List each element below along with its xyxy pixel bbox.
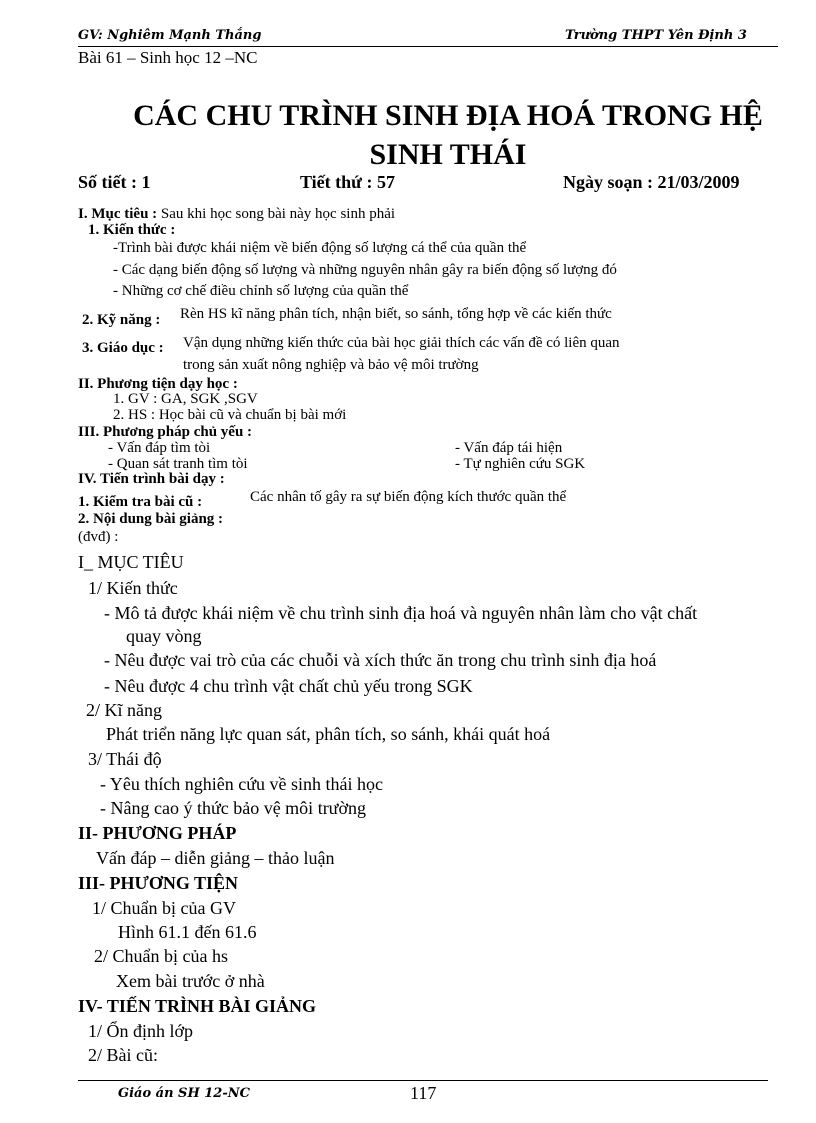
kien-thuc-item: - Những cơ chế điều chỉnh số lượng của quần thể [113, 283, 409, 299]
tien-trinh-label: IV. Tiến trình bài dạy : [78, 471, 225, 487]
phuong-tien-hs: 2. HS : Học bài cũ và chuẩn bị bài mới [113, 407, 347, 423]
section-3-title: III- PHƯƠNG TIỆN [78, 873, 239, 893]
phuong-tien-label: II. Phương tiện dạy học : [78, 376, 238, 392]
phuong-phap-item: - Vấn đáp tìm tòi [108, 440, 211, 456]
muc-tieu-label: I. Mục tiêu : [78, 206, 158, 222]
phuong-phap-item: - Tự nghiên cứu SGK [455, 456, 586, 472]
kien-thuc-label: 1. Kiến thức : [88, 222, 176, 238]
dvd: (đvđ) : [78, 529, 119, 545]
header-school: Trường THPT Yên Định 3 [565, 28, 747, 43]
section-1-text: - Yêu thích nghiên cứu về sinh thái học [100, 774, 384, 794]
section-4-subtitle: 2/ Bài cũ: [88, 1045, 158, 1065]
ngay-soan: Ngày soạn : 21/03/2009 [563, 172, 740, 192]
kien-thuc-item: - Các dạng biến động số lượng và những nguyên nhân gây ra biến động số lượng đó [113, 262, 617, 278]
page-title-line-2: SINH THÁI [369, 138, 527, 171]
lesson-reference: Bài 61 – Sinh học 12 –NC [78, 48, 258, 67]
section-4-title: IV- TIẾN TRÌNH BÀI GIẢNG [78, 996, 317, 1016]
footer-label: Giáo án SH 12-NC [118, 1086, 250, 1101]
section-1-subtitle: 3/ Thái độ [88, 749, 162, 769]
header-teacher: GV: Nghiêm Mạnh Thắng [78, 28, 262, 43]
section-1-item: - Mô tả được khái niệm về chu trình sinh địa hoá và nguyên nhân làm cho vật chất [104, 603, 698, 623]
header-rule [78, 46, 778, 47]
giao-duc-line-2: trong sản xuất nông nghiệp và bảo vệ môi trường [183, 357, 479, 373]
page-title-line-1: CÁC CHU TRÌNH SINH ĐỊA HOÁ TRONG HỆ [133, 99, 763, 132]
section-1-item: - Nêu được 4 chu trình vật chất chủ yếu trong SGK [104, 676, 473, 696]
phuong-phap-item: - Quan sát tranh tìm tòi [108, 456, 248, 472]
section-2-text: Vấn đáp – diễn giảng – thảo luận [96, 848, 335, 868]
giao-duc-line-1: Vận dụng những kiến thức của bài học giải thích các vấn đề có liên quan [183, 335, 620, 351]
ky-nang-text: Rèn HS kĩ năng phân tích, nhận biết, so sánh, tổng hợp về các kiến thức [180, 306, 612, 322]
section-3-text: Xem bài trước ở nhà [116, 971, 265, 991]
tiet-thu: Tiết thứ : 57 [300, 172, 395, 192]
noi-dung-label: 2. Nội dung bài giảng : [78, 511, 224, 527]
section-1-item: - Nêu được vai trò của các chuỗi và xích thức ăn trong chu trình sinh địa hoá [104, 650, 657, 670]
so-tiet: Số tiết : 1 [78, 172, 151, 192]
section-1-text: - Nâng cao ý thức bảo vệ môi trường [100, 798, 366, 818]
section-2-title: II- PHƯƠNG PHÁP [78, 823, 237, 843]
page-number: 117 [410, 1083, 437, 1103]
giao-duc-label: 3. Giáo dục : [82, 340, 164, 356]
section-1-title: I_ MỤC TIÊU [78, 552, 184, 572]
footer-rule [78, 1080, 768, 1081]
section-3-subtitle: 2/ Chuẩn bị của hs [94, 946, 228, 966]
kiem-tra-label: 1. Kiểm tra bài cũ : [78, 494, 203, 510]
section-4-subtitle: 1/ Ổn định lớp [88, 1021, 194, 1041]
muc-tieu [78, 206, 395, 223]
kien-thuc-item: -Trình bài được khái niệm về biến động số lượng cá thể của quần thể [113, 240, 527, 256]
kiem-tra-text: Các nhân tố gây ra sự biến động kích thước quần thể [250, 489, 567, 505]
section-1-subtitle: 1/ Kiến thức [88, 578, 178, 598]
phuong-phap-label: III. Phương pháp chủ yếu : [78, 424, 253, 440]
muc-tieu-text: Sau khi học song bài này học sinh phải [160, 206, 396, 222]
section-1-subtitle: 2/ Kĩ năng [86, 700, 162, 720]
phuong-tien-gv: 1. GV : GA, SGK ,SGV [113, 391, 258, 407]
section-3-text: Hình 61.1 đến 61.6 [118, 922, 257, 942]
section-1-item: quay vòng [126, 626, 202, 646]
ky-nang-label: 2. Kỹ năng : [82, 312, 161, 328]
phuong-phap-item: - Vấn đáp tái hiện [455, 440, 563, 456]
section-1-text: Phát triển năng lực quan sát, phân tích, so sánh, khái quát hoá [106, 724, 551, 744]
section-3-subtitle: 1/ Chuẩn bị của GV [92, 898, 236, 918]
